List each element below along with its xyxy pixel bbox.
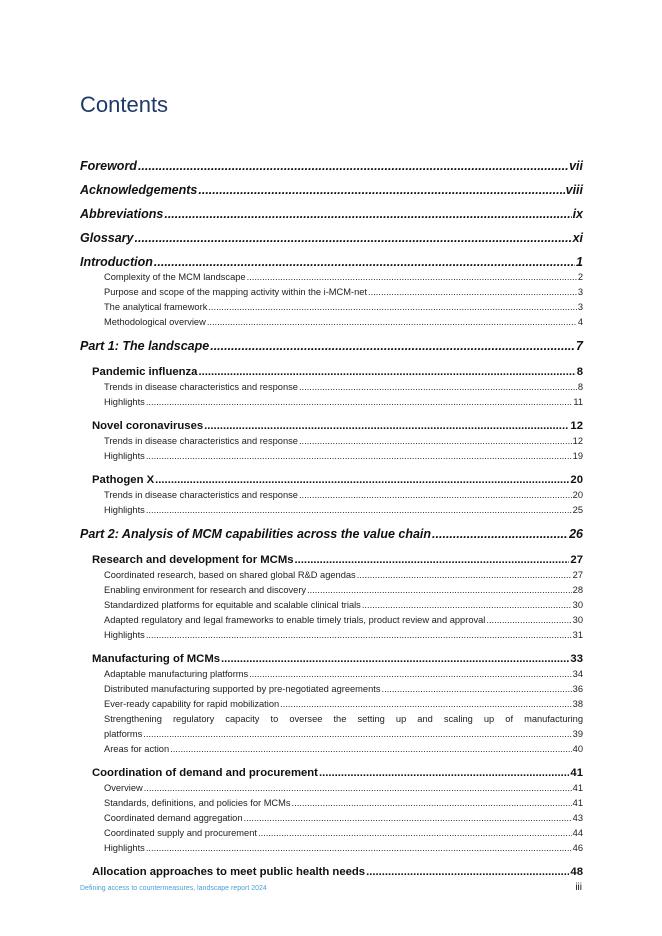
toc-subentry[interactable]: Areas for action ..... 40 bbox=[80, 742, 583, 757]
toc-subentry[interactable]: Trends in disease characteristics and response ..... 8 bbox=[80, 380, 583, 395]
toc-entry-glossary[interactable]: Glossary ..... xi bbox=[80, 228, 583, 252]
toc-subentry[interactable]: Coordinated research, based on shared global R&D agendas ..... 27 bbox=[80, 568, 583, 583]
toc-subentry[interactable]: Purpose and scope of the mapping activity within the i-MCM-net ..... 3 bbox=[80, 285, 583, 300]
toc-subentry[interactable]: Highlights ..... 11 bbox=[80, 395, 583, 410]
toc-subentry[interactable]: Complexity of the MCM landscape ..... 2 bbox=[80, 270, 583, 285]
toc-section-novel-coronaviruses[interactable]: Novel coronaviruses ..... 12 bbox=[80, 419, 583, 434]
page-title: Contents bbox=[80, 92, 169, 117]
toc-subentry[interactable]: Methodological overview ..... 4 bbox=[80, 315, 583, 330]
toc-section-allocation[interactable]: Allocation approaches to meet public health needs ..... 48 bbox=[80, 865, 583, 880]
toc-entry-part1[interactable]: Part 1: The landscape ..... 7 bbox=[80, 336, 583, 356]
toc-subentry[interactable]: Overview ..... 41 bbox=[80, 781, 583, 796]
toc-subentry[interactable]: Highlights ..... 46 bbox=[80, 841, 583, 856]
footer-report-title: Defining access to countermeasures, landscape report 2024 bbox=[80, 885, 267, 892]
toc-subentry[interactable]: Coordinated supply and procurement ..... 44 bbox=[80, 826, 583, 841]
table-of-contents bbox=[80, 156, 583, 880]
toc-entry-foreword[interactable]: Foreword ..... vii bbox=[80, 156, 583, 180]
toc-subentry[interactable]: The analytical framework ..... 3 bbox=[80, 300, 583, 315]
toc-subentry-line2: platforms bbox=[104, 729, 143, 739]
toc-section-pandemic-influenza[interactable]: Pandemic influenza ..... 8 bbox=[80, 365, 583, 380]
toc-section-pathogen-x[interactable]: Pathogen X ..... 20 bbox=[80, 473, 583, 488]
toc-subentry[interactable]: Standards, definitions, and policies for MCMs ..... 41 bbox=[80, 796, 583, 811]
toc-subentry[interactable]: Enabling environment for research and discovery ..... 28 bbox=[80, 583, 583, 598]
toc-subentry[interactable]: Adapted regulatory and legal frameworks to enable timely trials, product review and approval ..... 30 bbox=[80, 613, 583, 628]
toc-subentry[interactable]: Highlights ..... 31 bbox=[80, 628, 583, 643]
toc-subentry[interactable]: Coordinated demand aggregation ..... 43 bbox=[80, 811, 583, 826]
toc-section-manufacturing[interactable]: Manufacturing of MCMs ..... 33 bbox=[80, 652, 583, 667]
toc-subentry[interactable]: Trends in disease characteristics and response ..... 20 bbox=[80, 488, 583, 503]
toc-subentry[interactable]: Trends in disease characteristics and response ..... 12 bbox=[80, 434, 583, 449]
toc-subentry[interactable]: Distributed manufacturing supported by pre-negotiated agreements ..... 36 bbox=[80, 682, 583, 697]
toc-subentry[interactable]: Highlights ..... 19 bbox=[80, 449, 583, 464]
toc-subentry[interactable]: Ever-ready capability for rapid mobilization ..... 38 bbox=[80, 697, 583, 712]
toc-entry-abbreviations[interactable]: Abbreviations ..... ix bbox=[80, 204, 583, 228]
toc-subentry[interactable]: Adaptable manufacturing platforms ..... 34 bbox=[80, 667, 583, 682]
toc-subentry-wrapped[interactable]: Strengthening regulatory capacity to oversee the setting up and scaling up of manufacturing platforms ..... 39 bbox=[80, 712, 583, 742]
toc-entry-part2[interactable]: Part 2: Analysis of MCM capabilities across the value chain ..... 26 bbox=[80, 524, 583, 544]
toc-subentry[interactable]: Standardized platforms for equitable and scalable clinical trials ..... 30 bbox=[80, 598, 583, 613]
toc-entry-introduction[interactable]: Introduction ..... 1 bbox=[80, 252, 583, 270]
toc-section-coordination[interactable]: Coordination of demand and procurement ..... 41 bbox=[80, 766, 583, 781]
toc-entry-acknowledgements[interactable]: Acknowledgements ..... viii bbox=[80, 180, 583, 204]
toc-section-rnd[interactable]: Research and development for MCMs ..... 27 bbox=[80, 553, 583, 568]
toc-subentry-line1: Strengthening regulatory capacity to oversee the setting up and scaling up of manufacturing bbox=[104, 714, 583, 724]
toc-subentry[interactable]: Highlights ..... 25 bbox=[80, 503, 583, 518]
page-number: iii bbox=[575, 882, 582, 893]
